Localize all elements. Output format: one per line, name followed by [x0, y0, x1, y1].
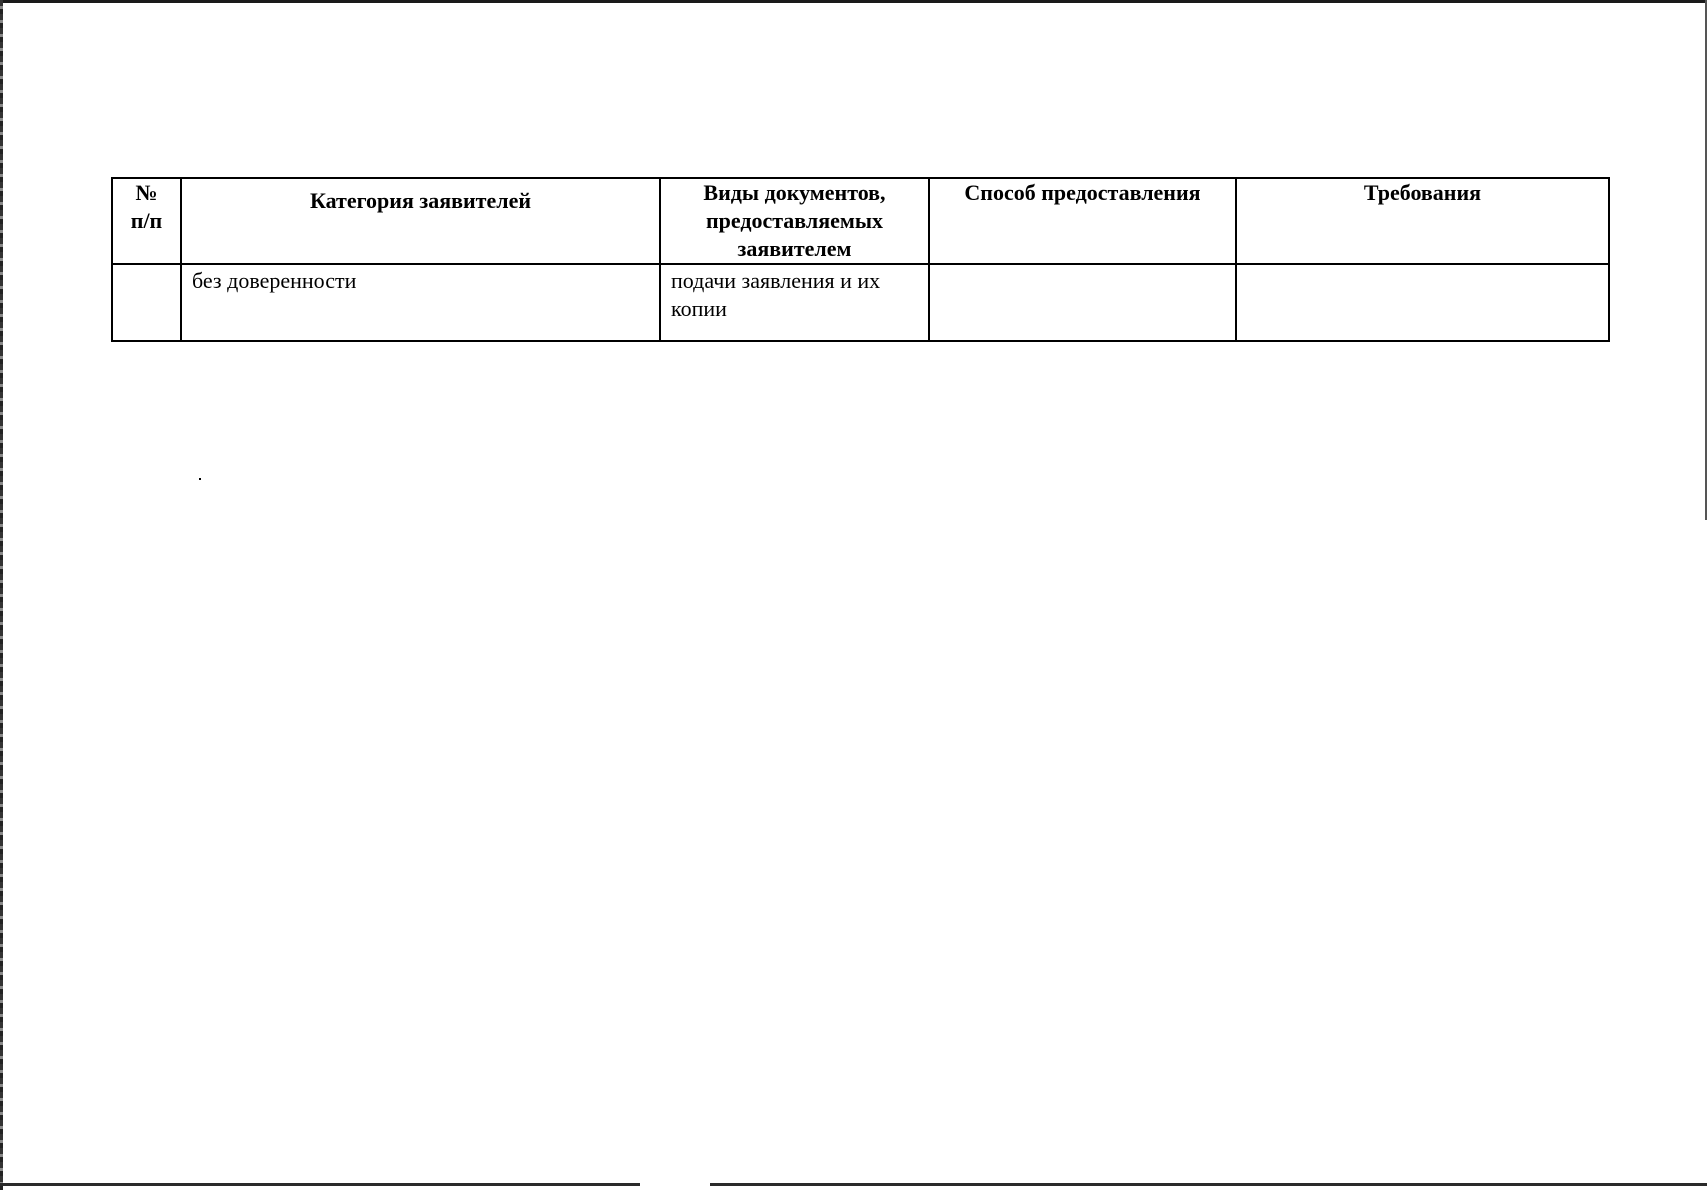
- stray-mark: [199, 478, 201, 480]
- cell-category-text: без доверенности: [192, 268, 357, 293]
- scan-border-left: [0, 0, 3, 1190]
- header-number-label: № п/п: [130, 180, 163, 233]
- table-cell-documents: [660, 264, 929, 341]
- table-header-row: [112, 178, 1609, 264]
- documents-table: [111, 177, 1610, 342]
- header-document-types: [660, 178, 929, 264]
- header-document-types-label: Виды документов, предоставляемых заявителем: [703, 180, 886, 261]
- header-requirements: [1236, 178, 1609, 264]
- cell-documents-text: подачи заявления и их копии: [671, 268, 881, 321]
- cell-method-text: [930, 265, 1235, 267]
- header-number: [112, 178, 181, 264]
- table-cell-method: [929, 264, 1236, 341]
- cell-requirements-text: [1237, 265, 1608, 267]
- cell-number-text: [113, 265, 180, 267]
- table-row: [112, 264, 1609, 341]
- scan-border-bottom-gap: [640, 1183, 710, 1186]
- header-applicant-category: [181, 178, 660, 264]
- header-requirements-label: Требования: [1363, 180, 1482, 205]
- scan-border-top: [0, 0, 1707, 3]
- header-applicant-category-label: Категория заявителей: [309, 188, 532, 213]
- header-submission-method: [929, 178, 1236, 264]
- table-cell-number: [112, 264, 181, 341]
- header-submission-method-label: Способ предоставления: [964, 180, 1201, 205]
- table-cell-category: [181, 264, 660, 341]
- table-cell-requirements: [1236, 264, 1609, 341]
- scan-border-bottom: [0, 1183, 1707, 1186]
